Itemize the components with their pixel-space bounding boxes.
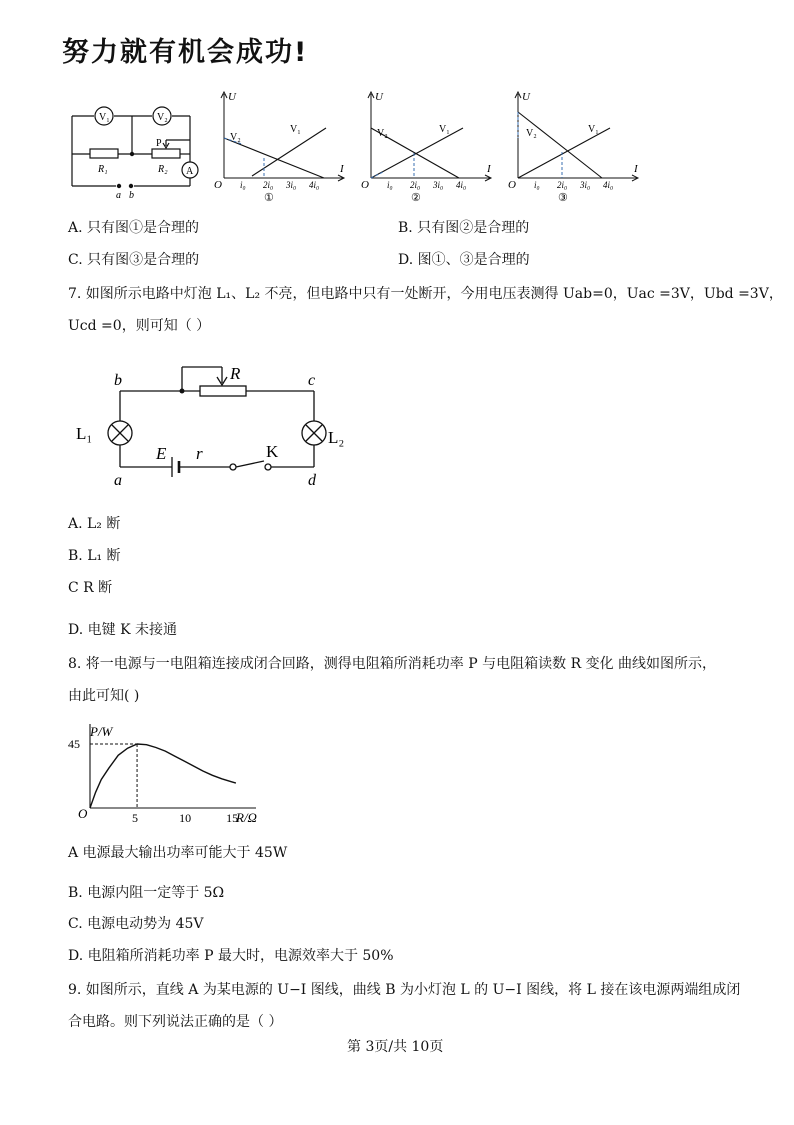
graph-number: ②: [411, 192, 421, 204]
graph-axis-u: U: [375, 91, 383, 103]
node-d: d: [308, 472, 316, 489]
label-l2: L₂: [328, 428, 345, 447]
graph-tick-label: 3i₀: [433, 180, 444, 190]
page-footer: 第 3页/共 10页: [347, 1039, 444, 1055]
q6-option-c[interactable]: C. 只有图③是合理的: [68, 252, 200, 268]
graph-axis-i: I: [487, 163, 491, 175]
q6-option-d[interactable]: D. 图①、③是合理的: [398, 252, 530, 268]
label-r2: R₂: [158, 164, 168, 175]
q8-option-c[interactable]: C. 电源电动势为 45V: [68, 916, 204, 932]
q7-circuit-diagram: [72, 355, 362, 495]
graph-number: ①: [264, 192, 274, 204]
q6-option-b[interactable]: B. 只有图②是合理的: [398, 220, 530, 236]
graph-tick-label: 4i₀: [456, 180, 467, 190]
y-axis-label: P/W: [90, 724, 113, 739]
q7-option-c[interactable]: C R 断: [68, 580, 113, 596]
terminal-a: a: [116, 190, 121, 201]
label-v2: V₂: [157, 112, 168, 123]
q8-option-b[interactable]: B. 电源内阻一定等于 5Ω: [68, 885, 225, 901]
switch-k: [236, 461, 264, 467]
graph-tick-label: 4i₀: [309, 180, 320, 190]
label-a: A: [186, 166, 194, 177]
x-axis-label: R/Ω: [236, 810, 257, 825]
curve-label-v1: V₁: [588, 124, 599, 135]
node-b: b: [114, 372, 122, 389]
q8-option-d[interactable]: D. 电阻箱所消耗功率 P 最大时，电源效率大于 50%: [68, 948, 394, 964]
label-l1: L₁: [76, 424, 93, 443]
motto-banner: 努力就有机会成功!: [62, 37, 309, 68]
graph-number: ③: [558, 192, 568, 204]
graph-tick-label: i₀: [240, 180, 246, 190]
q8-power-chart: [66, 716, 276, 832]
terminal-b: b: [129, 190, 134, 201]
label-e: E: [156, 444, 167, 463]
power-curve: [90, 744, 236, 808]
x-tick-label: 15: [226, 811, 239, 825]
q7-option-a[interactable]: A. L₂ 断: [68, 516, 121, 532]
curve-label-v2: V₂: [526, 128, 537, 139]
q7-option-d[interactable]: D. 电键 K 未接通: [68, 622, 177, 638]
q6-graph-labels: [62, 88, 642, 208]
graph-axis-i: I: [634, 163, 638, 175]
graph-tick-label: 2i₀: [557, 180, 568, 190]
q6-option-a[interactable]: A. 只有图①是合理的: [68, 220, 200, 236]
x-tick-label: 5: [132, 811, 139, 825]
label-k: K: [266, 442, 279, 461]
curve-label-v2: V₂: [377, 128, 388, 139]
node-a: a: [114, 472, 122, 489]
graph-origin: O: [214, 179, 222, 191]
q9-stem-line2: 合电路。则下列说法正确的是（ ）: [68, 1014, 283, 1030]
graph-tick-label: i₀: [534, 180, 540, 190]
label-v1: V₁: [99, 112, 110, 123]
q7-stem-line1: 7. 如图所示电路中灯泡 L₁、L₂ 不亮，但电路中只有一处断开，今用电压表测得 Uab=0，Uac =3V，Ubd =3V，: [68, 286, 783, 302]
curve-label-v1: V₁: [290, 124, 301, 135]
q8-option-a[interactable]: A 电源最大输出功率可能大于 45W: [68, 845, 288, 861]
y-tick-label: 45: [68, 736, 80, 751]
q8-stem-line1: 8. 将一电源与一电阻箱连接成闭合回路，测得电阻箱所消耗功率 P 与电阻箱读数 R 变化 曲线如图所示，: [68, 656, 717, 672]
curve-label-v1: V₁: [439, 124, 450, 135]
graph-origin: O: [361, 179, 369, 191]
rheostat-r: [200, 386, 246, 396]
x-tick-label: 10: [179, 811, 192, 825]
node-c: c: [308, 372, 316, 389]
curve-label-v2: V₂: [230, 132, 241, 143]
graph-tick-label: 4i₀: [603, 180, 614, 190]
graph-axis-i: I: [340, 163, 344, 175]
graph-tick-label: i₀: [387, 180, 393, 190]
q7-option-b[interactable]: B. L₁ 断: [68, 548, 121, 564]
q7-stem-line2: Ucd =0，则可知（ ）: [68, 318, 211, 334]
graph-axis-u: U: [228, 91, 236, 103]
graph-origin: O: [508, 179, 516, 191]
origin-label: O: [78, 806, 88, 821]
graph-tick-label: 2i₀: [263, 180, 274, 190]
graph-tick-label: 2i₀: [410, 180, 421, 190]
graph-tick-label: 3i₀: [580, 180, 591, 190]
graph-axis-u: U: [522, 91, 530, 103]
label-small-r: r: [196, 444, 203, 463]
label-r1: R₁: [98, 164, 108, 175]
graph-tick-label: 3i₀: [286, 180, 297, 190]
q9-stem-line1: 9. 如图所示，直线 A 为某电源的 U−I 图线，曲线 B 为小灯泡 L 的 U−I 图线，将 L 接在该电源两端组成闭: [68, 982, 741, 998]
label-p: P: [156, 138, 162, 149]
label-r: R: [230, 364, 241, 383]
q8-stem-line2: 由此可知( ): [68, 688, 140, 704]
